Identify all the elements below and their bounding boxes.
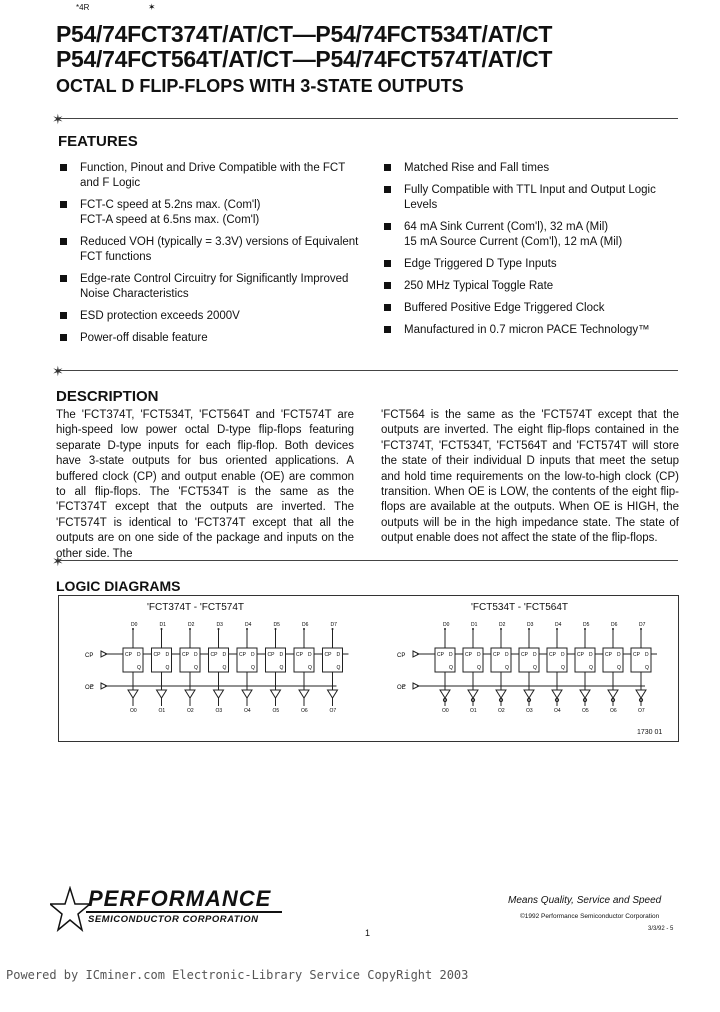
d-label: D5	[583, 622, 590, 628]
d-node	[161, 628, 163, 630]
divider	[56, 370, 678, 371]
header-mark-2: ✶	[148, 2, 156, 12]
description-left: The 'FCT374T, 'FCT534T, 'FCT564T and 'FCT574T are high-speed low power octal D-type flip-flops featuring separate D-type inputs for each flip-flop. Both devices have 3-state outputs for bus oriented applications. A buffered clock (CP) and output enable (OE) are common to all flip-flops. The 'FCT534T is the same as the 'FCT374T except that the outputs are inverted. The 'FCT574T is identical to 'FCT374T except that all the outputs are on one side of the package and inputs on the other side. The	[56, 409, 354, 560]
right-caption: 'FCT534T - 'FCT564T	[471, 602, 568, 613]
o-label: O3	[526, 708, 533, 714]
company-logo	[50, 886, 310, 936]
copyright: ©1992 Performance Semiconductor Corporation	[520, 913, 660, 920]
doc-id: 3/3/92 - 5	[648, 926, 674, 932]
ff-d-label: D	[645, 652, 649, 658]
subtitle: OCTAL D FLIP-FLOPS WITH 3-STATE OUTPUTS	[56, 76, 464, 96]
feature-item: Manufactured in 0.7 micron PACE Technology™	[384, 323, 684, 338]
output-buffer-icon	[242, 690, 252, 698]
ff-d-label: D	[137, 652, 141, 658]
ff-q-label: Q	[336, 665, 341, 671]
output-buffer-icon	[524, 690, 534, 698]
d-label: D7	[639, 622, 646, 628]
ff-q-label: Q	[137, 665, 141, 671]
ff-cp-label: CP	[182, 652, 189, 658]
d-label: D4	[555, 622, 562, 628]
star-logo-icon	[50, 886, 90, 932]
d-label: D1	[471, 622, 478, 628]
d-node	[556, 628, 558, 630]
feature-item: FCT-C speed at 5.2ns max. (Com'l) FCT-A speed at 6.5ns max. (Com'l)	[60, 198, 360, 228]
d-node	[444, 628, 446, 630]
d-node	[584, 628, 586, 630]
o-label: O1	[470, 708, 477, 714]
logic-diagram-box	[58, 595, 679, 742]
ff-d-label: D	[589, 652, 593, 658]
feature-item: Matched Rise and Fall times	[384, 161, 684, 176]
o-label: O6	[610, 708, 617, 714]
o-label: O5	[272, 708, 280, 714]
oe-buffer-icon	[413, 683, 419, 689]
o-label: O4	[244, 708, 251, 714]
o-label: O6	[301, 708, 308, 714]
ff-cp-label: CP	[465, 652, 472, 658]
d-label: D0	[131, 622, 138, 628]
ff-cp-label: CP	[521, 652, 528, 658]
title-line-2: P54/74FCT564T/AT/CT—P54/74FCT574T/AT/CT	[56, 46, 553, 72]
ff-cp-label: CP	[437, 652, 444, 658]
features-heading: FEATURES	[58, 133, 138, 150]
d-label: D6	[302, 622, 309, 628]
ff-cp-label: CP	[267, 652, 275, 658]
d-node	[303, 628, 305, 630]
d-node	[218, 628, 220, 630]
features-left-list	[60, 161, 360, 353]
output-buffer-icon	[128, 690, 138, 698]
ff-q-label: Q	[589, 665, 593, 671]
o-label: O0	[442, 708, 449, 714]
ff-d-label: D	[561, 652, 565, 658]
ff-cp-label: CP	[153, 652, 161, 658]
d-node	[472, 628, 474, 630]
feature-item: Edge-rate Control Circuitry for Significantly Improved Noise Characteristics	[60, 272, 360, 302]
d-label: D2	[499, 622, 506, 628]
ff-d-label: D	[336, 652, 341, 658]
logic-heading: LOGIC DIAGRAMS	[56, 578, 181, 594]
ff-q-label: Q	[505, 665, 509, 671]
ff-q-label: Q	[222, 665, 227, 671]
output-buffer-icon	[185, 690, 195, 698]
ff-cp-label: CP	[239, 652, 246, 658]
d-label: D0	[443, 622, 450, 628]
ff-q-label: Q	[165, 665, 170, 671]
o-label: O1	[158, 708, 166, 714]
features-right-list	[384, 161, 684, 345]
page-number: 1	[365, 928, 371, 938]
ff-q-label: Q	[617, 665, 621, 671]
cp-buffer-icon	[101, 651, 107, 657]
output-buffer-icon	[440, 690, 450, 698]
cp-label: CP	[397, 653, 406, 659]
ff-cp-label: CP	[493, 652, 500, 658]
o-label: O2	[498, 708, 505, 714]
ff-cp-label: CP	[210, 652, 218, 658]
ff-d-label: D	[194, 652, 198, 658]
ff-q-label: Q	[561, 665, 565, 671]
logo-underline	[86, 911, 282, 913]
tagline: Means Quality, Service and Speed	[508, 895, 662, 906]
d-label: D5	[273, 622, 280, 628]
feature-item: 64 mA Sink Current (Com'l), 32 mA (Mil) 15 mA Source Current (Com'l), 12 mA (Mil)	[384, 220, 684, 250]
feature-item: Function, Pinout and Drive Compatible with the FCT and F Logic	[60, 161, 360, 191]
d-node	[500, 628, 502, 630]
d-label: D1	[159, 622, 166, 628]
d-label: D3	[216, 622, 223, 628]
ff-d-label: D	[505, 652, 509, 658]
powered-by-banner: Powered by ICminer.com Electronic-Library Service CopyRight 2003	[6, 968, 469, 982]
ff-q-label: Q	[251, 665, 255, 671]
star-icon: ✶	[52, 363, 64, 379]
o-label: O3	[215, 708, 223, 714]
ff-d-label: D	[308, 652, 312, 658]
feature-item: ESD protection exceeds 2000V	[60, 309, 360, 324]
ff-d-label: D	[533, 652, 537, 658]
output-buffer-icon	[271, 690, 281, 698]
ff-q-label: Q	[308, 665, 312, 671]
output-buffer-icon	[636, 690, 646, 698]
left-caption: 'FCT374T - 'FCT574T	[147, 602, 244, 613]
feature-item: Fully Compatible with TTL Input and Output Logic Levels	[384, 183, 684, 213]
cp-buffer-icon	[413, 651, 419, 657]
d-label: D4	[245, 622, 252, 628]
o-label: O0	[130, 708, 137, 714]
d-label: D7	[330, 622, 337, 628]
ff-q-label: Q	[449, 665, 453, 671]
ff-cp-label: CP	[549, 652, 556, 658]
ff-d-label: D	[251, 652, 255, 658]
header-mark-1: *4R	[76, 3, 90, 12]
d-label: D3	[527, 622, 534, 628]
ff-d-label: D	[617, 652, 621, 658]
d-node	[132, 628, 134, 630]
d-node	[612, 628, 614, 630]
ff-cp-label: CP	[633, 652, 640, 658]
output-buffer-icon	[496, 690, 506, 698]
logo-subtext: SEMICONDUCTOR CORPORATION	[88, 914, 259, 925]
star-icon: ✶	[52, 553, 64, 569]
title-line-1: P54/74FCT374T/AT/CT—P54/74FCT534T/AT/CT	[56, 21, 553, 47]
o-label: O7	[638, 708, 645, 714]
d-node	[246, 628, 248, 630]
description-heading: DESCRIPTION	[56, 388, 159, 405]
logo-text: PERFORMANCE	[88, 886, 272, 911]
divider	[56, 118, 678, 119]
ff-cp-label: CP	[125, 652, 132, 658]
output-buffer-icon	[299, 690, 309, 698]
oe-buffer-icon	[101, 683, 107, 689]
ff-d-label: D	[165, 652, 170, 658]
output-buffer-icon	[328, 690, 338, 698]
oe-label: OE	[397, 685, 406, 691]
ff-q-label: Q	[645, 665, 649, 671]
figure-id: 1730 01	[637, 729, 663, 736]
d-label: D2	[188, 622, 195, 628]
d-node	[189, 628, 191, 630]
feature-item: Power-off disable feature	[60, 331, 360, 346]
ff-d-label: D	[279, 652, 284, 658]
output-buffer-icon	[608, 690, 618, 698]
ff-d-label: D	[222, 652, 227, 658]
o-label: O2	[187, 708, 194, 714]
d-node	[528, 628, 530, 630]
ff-d-label: D	[477, 652, 481, 658]
output-buffer-icon	[468, 690, 478, 698]
cp-label: CP	[85, 653, 94, 659]
output-buffer-icon	[157, 690, 167, 698]
d-node	[275, 628, 277, 630]
feature-item: Reduced VOH (typically = 3.3V) versions of Equivalent FCT functions	[60, 235, 360, 265]
d-node	[332, 628, 334, 630]
feature-item: 250 MHz Typical Toggle Rate	[384, 279, 684, 294]
description-right: 'FCT564 is the same as the 'FCT574T except that the outputs are inverted. The eight flip-flops contained in the 'FCT374T, 'FCT534T, 'FCT564T and 'FCT574T will store the state of their individual D inputs that meet the setup and hold time requirements on the low-to-high clock (CP) transition. When OE is LOW, the contents of the eight flip-flops are available at the outputs. When OE is HIGH, the outputs will be in the high impedance state. The state of output enable does not affect the state of the flip-flops.	[381, 409, 679, 545]
ff-q-label: Q	[194, 665, 198, 671]
logic-diagram	[59, 596, 678, 741]
d-node	[640, 628, 642, 630]
feature-item: Buffered Positive Edge Triggered Clock	[384, 301, 684, 316]
d-label: D6	[611, 622, 618, 628]
divider	[56, 560, 678, 561]
ff-q-label: Q	[533, 665, 537, 671]
ff-q-label: Q	[279, 665, 284, 671]
ff-q-label: Q	[477, 665, 481, 671]
ff-cp-label: CP	[324, 652, 332, 658]
o-label: O5	[582, 708, 589, 714]
output-buffer-icon	[214, 690, 224, 698]
o-label: O7	[329, 708, 337, 714]
star-icon: ✶	[52, 111, 64, 127]
ff-d-label: D	[449, 652, 453, 658]
output-buffer-icon	[552, 690, 562, 698]
output-buffer-icon	[580, 690, 590, 698]
o-label: O4	[554, 708, 561, 714]
ff-cp-label: CP	[577, 652, 584, 658]
feature-item: Edge Triggered D Type Inputs	[384, 257, 684, 272]
oe-label: OE	[85, 685, 94, 691]
ff-cp-label: CP	[296, 652, 303, 658]
ff-cp-label: CP	[605, 652, 612, 658]
